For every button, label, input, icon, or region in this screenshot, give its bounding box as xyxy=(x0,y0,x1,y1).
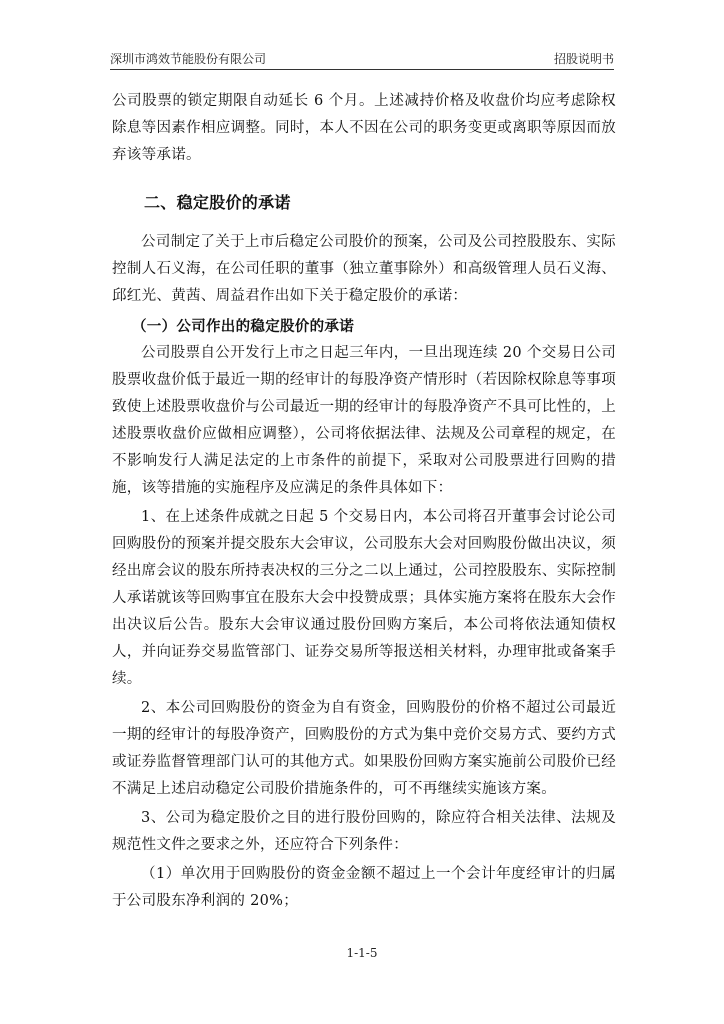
page-header xyxy=(110,50,614,70)
paragraph-item-1: 1、在上述条件成就之日起 5 个交易日内，本公司将召开董事会讨论公司回购股份的预案并提交股东大会审议，公司股东大会对回购股份做出决议，须经出席会议的股东所持表决权的三分之二以上通过，公司控股股东、实际控制人承诺就该等回购事宜在股东大会中投赞成票；具体实施方案将在股东大会作出决议后公告。股东大会审议通过股份回购方案后，本公司将依法通知债权人，并向证券交易监管部门、证券交易所等报送相关材料，办理审批或备案手续。 xyxy=(112,509,616,687)
header-rule xyxy=(110,69,614,70)
paragraph-lockup-continuation: 公司股票的锁定期限自动延长 6 个月。上述减持价格及收盘价均应考虑除权除息等因素作相应调整。同时，本人不因在公司的职务变更或离职等原因而放弃该等承诺。 xyxy=(112,93,616,163)
header-company-name: 深圳市鸿效节能股份有限公司 xyxy=(110,52,267,66)
header-document-type: 招股说明书 xyxy=(553,52,614,66)
paragraph-item-2: 2、本公司回购股份的资金为自有资金，回购股份的价格不超过公司最近一期的经审计的每股净资产，回购股份的方式为集中竞价交易方式、要约方式或证券监督管理部门认可的其他方式。如果股份回购方案实施前公司股价已经不满足上述启动稳定公司股价措施条件的，可不再继续实施该方案。 xyxy=(112,700,616,797)
paragraph-item-3: 3、公司为稳定股价之目的进行股份回购的，除应符合相关法律、法规及规范性文件之要求之外，还应符合下列条件： xyxy=(112,810,616,853)
document-body xyxy=(112,88,616,915)
paragraph-subitem-1: （1）单次用于回购股份的资金金额不超过上一个会计年度经审计的归属于公司股东净利润的 20%； xyxy=(112,866,616,909)
paragraph-trigger-condition: 公司股票自公开发行上市之日起三年内，一旦出现连续 20 个交易日公司股票收盘价低于最近一期的经审计的每股净资产情形时（若因除权除息等事项致使上述股票收盘价与公司最近一期的经审计的每股净资产不具可比性的，上述股票收盘价应做相应调整），公司将依据法律、法规及公司章程的规定，在不影响发行人满足法定的上市条件的前提下，采取对公司股票进行回购的措施，该等措施的实施程序及应满足的条件具体如下： xyxy=(112,345,616,496)
section-title: 二、稳定股价的承诺 xyxy=(144,193,291,212)
paragraph-intro: 公司制定了关于上市后稳定公司股价的预案，公司及公司控股股东、实际控制人石义海，在公司任职的董事（独立董事除外）和高级管理人员石义海、邱红光、黄茜、周益君作出如下关于稳定股价的承诺： xyxy=(112,234,616,304)
subsection-title: （一）公司作出的稳定股价的承诺 xyxy=(132,319,354,335)
page-number: 1-1-5 xyxy=(346,946,378,960)
